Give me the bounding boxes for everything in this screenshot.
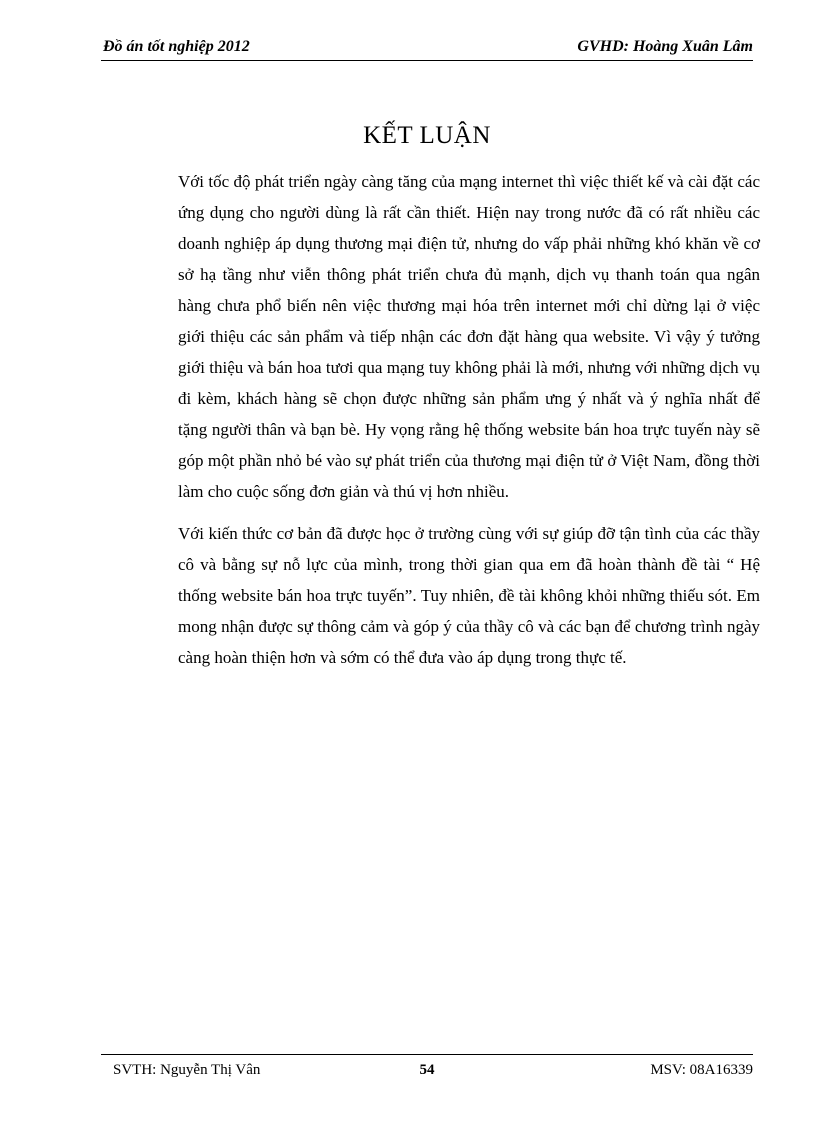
header-supervisor: GVHD: Hoàng Xuân Lâm [577, 38, 753, 55]
footer-student-id: MSV: 08A16339 [650, 1062, 753, 1078]
body-text [178, 166, 760, 673]
footer-divider [101, 1054, 753, 1055]
paragraph-1: Với tốc độ phát triển ngày càng tăng của mạng internet thì việc thiết kế và cài đặt các ứng dụng cho người dùng là rất cần thiết. Hiện nay trong nước đã có rất nhiều các doanh nghiệp áp dụng thương mại điện tử, nhưng do vấp phải những khó khăn về cơ sở hạ tầng như viễn thông phát triển chưa đủ mạnh, dịch vụ thanh toán qua ngân hàng chưa phổ biến nên việc thương mại hóa trên internet mới chỉ dừng lại ở việc giới thiệu các sản phẩm và tiếp nhận các đơn đặt hàng qua website. Vì vậy ý tưởng giới thiệu và bán hoa tươi qua mạng tuy không phải là mới, nhưng với những dịch vụ đi kèm, khách hàng sẽ chọn được những sản phẩm ưng ý nhất và ý nghĩa nhất để tặng người thân và bạn bè. Hy vọng rằng hệ thống website bán hoa trực tuyến này sẽ góp một phần nhỏ bé vào sự phát triển của thương mại điện tử ở Việt Nam, đồng thời làm cho cuộc sống đơn giản và thú vị hơn nhiều. [178, 172, 760, 501]
page-title: KẾT LUẬN [363, 122, 491, 149]
footer-student: SVTH: Nguyễn Thị Vân [113, 1062, 261, 1078]
page-header [101, 38, 753, 60]
header-document-title: Đồ án tốt nghiệp 2012 [103, 38, 250, 55]
paragraph-2: Với kiến thức cơ bản đã được học ở trường cùng với sự giúp đỡ tận tình của các thầy cô và bằng sự nỗ lực của mình, trong thời gian qua em đã hoàn thành đề tài “ Hệ thống website bán hoa trực tuyến”. Tuy nhiên, đề tài không khỏi những thiếu sót. Em mong nhận được sự thông cảm và góp ý của thầy cô và các bạn để chương trình ngày càng hoàn thiện hơn và sớm có thể đưa vào áp dụng trong thực tế. [178, 524, 760, 667]
page-number: 54 [419, 1062, 435, 1078]
page-footer [101, 1062, 753, 1084]
header-divider [101, 60, 753, 61]
